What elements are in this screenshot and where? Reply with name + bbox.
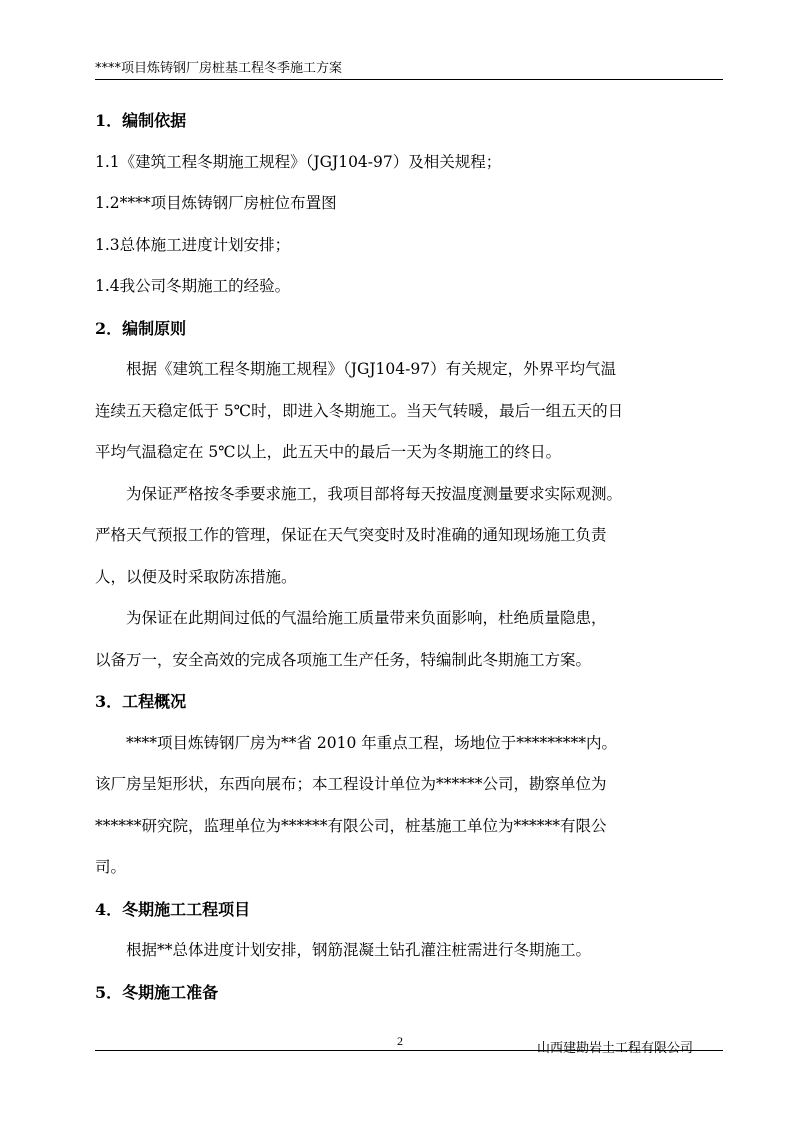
- footer-company: 山西建勘岩土工程有限公司: [536, 1041, 693, 1056]
- paragraph-line: 严格天气预报工作的管理，保证在天气突变时及时准确的通知现场施工负责: [95, 526, 607, 544]
- paragraph-line: 为保证严格按冬季要求施工，我项目部将每天按温度测量要求实际观测。: [126, 484, 623, 503]
- paragraph-line: ****项目炼铸钢厂房为**省 2010 年重点工程，场地位于*********内。: [126, 733, 618, 752]
- paragraph-line: ******研究院，监理单位为******有限公司，桩基施工单位为******有限公: [95, 816, 607, 835]
- header-title: ****项目炼铸钢厂房桩基工程冬季施工方案: [95, 61, 343, 76]
- paragraph-line: 该厂房呈矩形状，东西向展布；本工程设计单位为******公司，勘察单位为: [95, 775, 607, 793]
- list-item: 1.1《建筑工程冬期施工规程》（JGJ104-97）及相关规程；: [95, 152, 502, 171]
- section-heading: 5．冬期施工准备: [95, 982, 219, 1002]
- paragraph-line: 人，以便及时采取防冻措施。: [95, 567, 297, 586]
- page-footer: [95, 1034, 723, 1056]
- list-item: 1.4我公司冬期施工的经验。: [95, 277, 291, 295]
- paragraph-line: 司。: [95, 858, 127, 876]
- list-item: 1.3总体施工进度计划安排；: [95, 235, 291, 254]
- section-heading: 2．编制原则: [95, 318, 187, 338]
- paragraph-line: 为保证在此期间过低的气温给施工质量带来负面影响，杜绝质量隐患，: [126, 609, 607, 627]
- list-item: 1.2****项目炼铸钢厂房桩位布置图: [95, 194, 337, 212]
- section-heading: 4．冬期施工工程项目: [95, 899, 251, 919]
- page-header: [95, 60, 723, 80]
- paragraph-line: 根据**总体进度计划安排，钢筋混凝土钻孔灌注桩需进行冬期施工。: [126, 941, 592, 959]
- document-body: [95, 100, 723, 1013]
- paragraph-line: 平均气温稳定在 5℃以上，此五天中的最后一天为冬期施工的终日。: [95, 443, 562, 461]
- section-heading: 3．工程概况: [95, 692, 187, 711]
- page-number: 2: [397, 1034, 403, 1048]
- paragraph-line: 根据《建筑工程冬期施工规程》（JGJ104-97）有关规定，外界平均气温: [126, 360, 617, 378]
- paragraph-line: 连续五天稳定低于 5℃时，即进入冬期施工。当天气转暖，最后一组五天的日: [95, 401, 624, 420]
- paragraph-line: 以备万一，安全高效的完成各项施工生产任务，特编制此冬期施工方案。: [95, 650, 592, 669]
- section-heading: 1．编制依据: [95, 111, 187, 130]
